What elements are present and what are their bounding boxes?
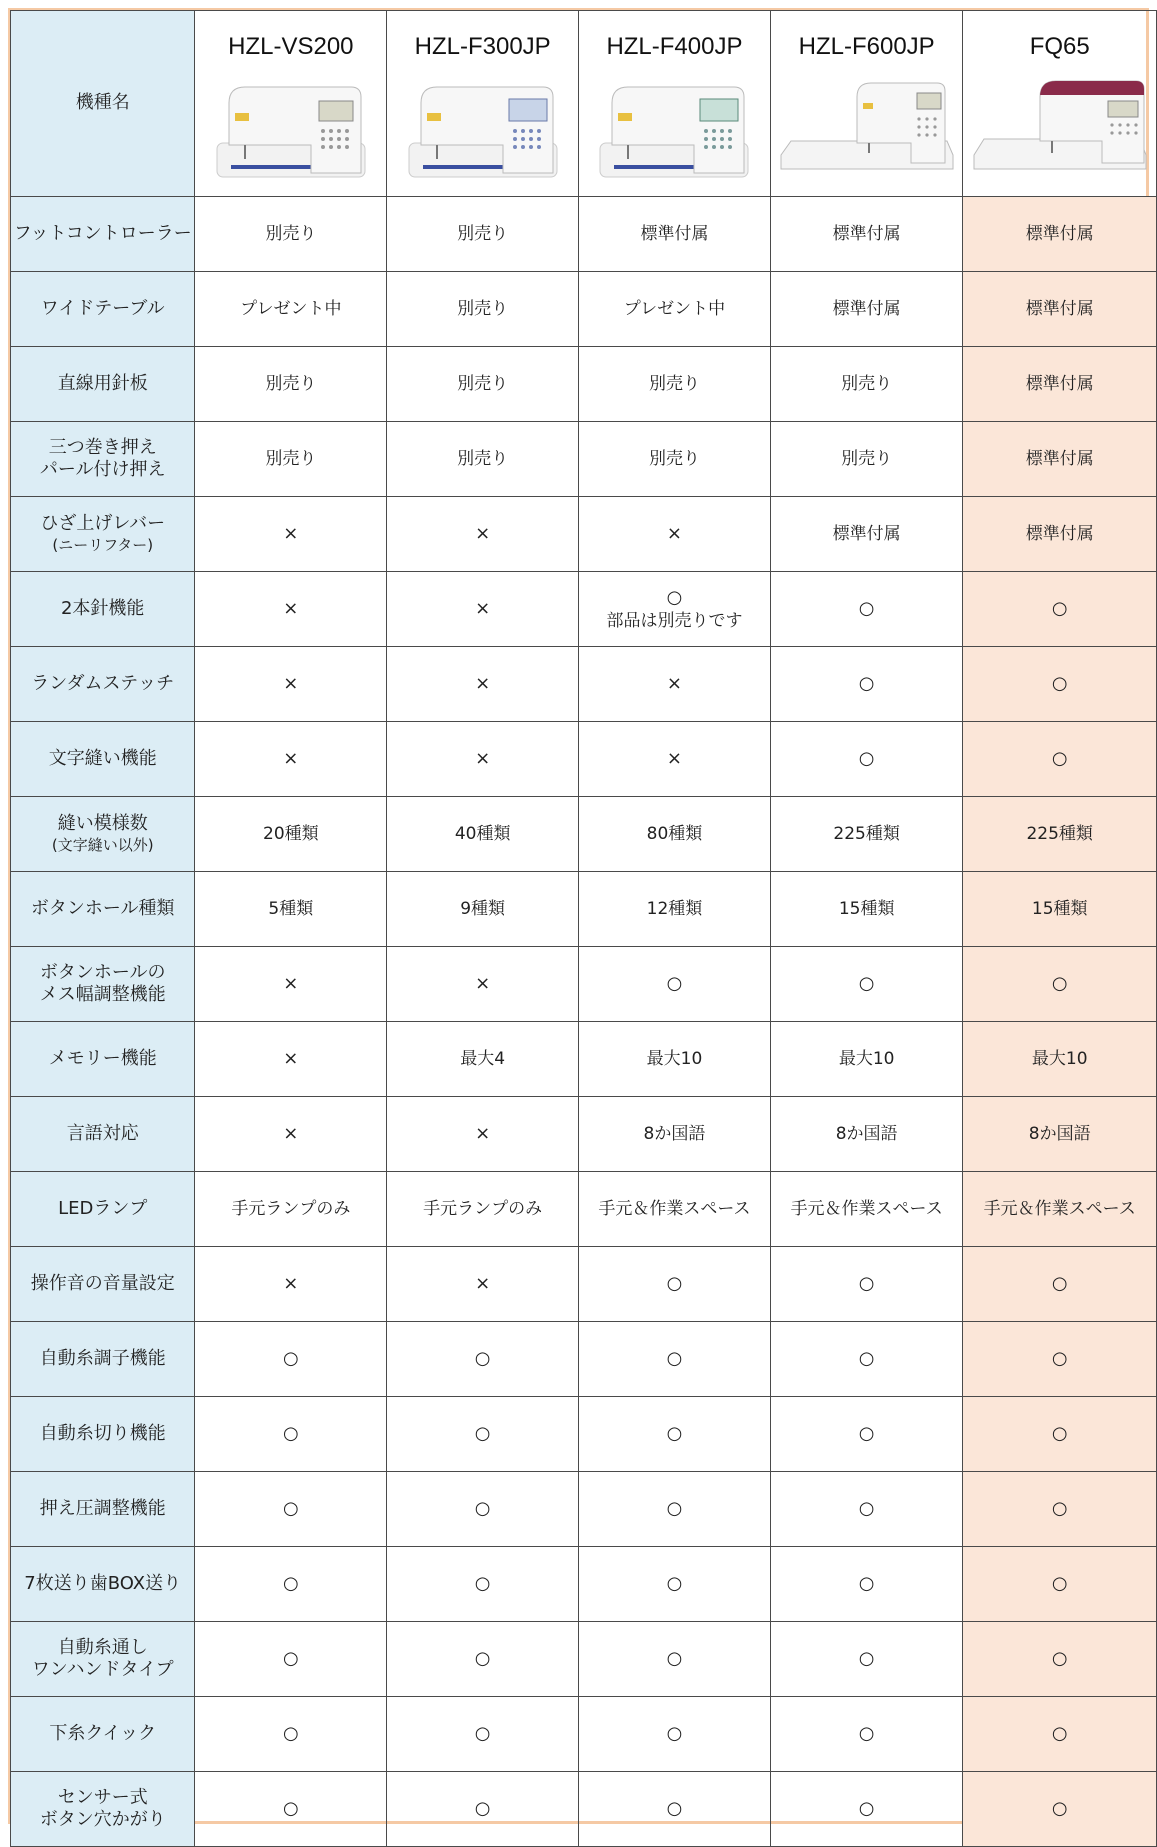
row-label-line2: パール付け押え	[39, 459, 166, 480]
cell-value: 標準付属	[963, 272, 1157, 347]
table-row	[11, 497, 1157, 572]
cell-value: ×	[387, 647, 579, 722]
row-label	[11, 422, 195, 497]
model-header	[195, 11, 387, 197]
cell-value: 225種類	[770, 797, 963, 872]
cell-value: 最大10	[770, 1022, 963, 1097]
row-label-line1: ボタンホールの	[39, 961, 166, 983]
table-row	[11, 722, 1157, 797]
cell-value: ○	[963, 1547, 1157, 1622]
table-row	[11, 1472, 1157, 1547]
header-row	[11, 11, 1157, 197]
row-label: フットコントローラー	[11, 197, 195, 272]
cell-value: 別売り	[195, 197, 387, 272]
table-row	[11, 797, 1157, 872]
table-row	[11, 947, 1157, 1022]
cell-value: 9種類	[387, 872, 579, 947]
cell-value: ×	[195, 947, 387, 1022]
cell-value	[579, 572, 771, 647]
cell-value: ○	[963, 572, 1157, 647]
cell-value: 最大4	[387, 1022, 579, 1097]
cell-value: 5種類	[195, 872, 387, 947]
cell-value: ○	[579, 1472, 771, 1547]
cell-value: 標準付属	[579, 197, 771, 272]
table-row	[11, 1247, 1157, 1322]
cell-value: ×	[579, 497, 771, 572]
cell-value: ×	[387, 497, 579, 572]
cell-value: ○	[770, 1397, 963, 1472]
row-label	[11, 1772, 195, 1847]
cell-value: 8か国語	[579, 1097, 771, 1172]
row-label: 2本針機能	[11, 572, 195, 647]
cell-value: 15種類	[770, 872, 963, 947]
cell-value: ○	[579, 1697, 771, 1772]
row-label: 自動糸切り機能	[11, 1397, 195, 1472]
sewing-machine-icon	[403, 73, 563, 183]
cell-value: ○	[387, 1322, 579, 1397]
cell-value: ○	[770, 572, 963, 647]
cell-value: 最大10	[963, 1022, 1157, 1097]
cell-value: ○	[963, 1772, 1157, 1847]
cell-value: ○	[770, 1622, 963, 1697]
table-row	[11, 272, 1157, 347]
sewing-machine-wide-table-icon	[777, 73, 957, 183]
cell-value: ○	[579, 1622, 771, 1697]
cell-value: ○	[770, 1472, 963, 1547]
cell-value: ○	[770, 1322, 963, 1397]
cell-value: ○	[963, 722, 1157, 797]
table-row	[11, 1622, 1157, 1697]
table-row	[11, 347, 1157, 422]
cell-value: ○	[387, 1547, 579, 1622]
cell-value: 標準付属	[963, 497, 1157, 572]
cell-value: ○	[579, 947, 771, 1022]
cell-value: ×	[579, 647, 771, 722]
cell-value: ○	[770, 1247, 963, 1322]
table-row	[11, 572, 1157, 647]
model-name: HZL-F400JP	[606, 32, 743, 60]
cell-value: ○	[963, 1622, 1157, 1697]
row-label: 言語対応	[11, 1097, 195, 1172]
row-label: ランダムステッチ	[11, 647, 195, 722]
cell-value: 別売り	[770, 422, 963, 497]
model-header	[579, 11, 771, 197]
cell-value: 40種類	[387, 797, 579, 872]
cell-value: ○	[963, 947, 1157, 1022]
cell-value: 8か国語	[770, 1097, 963, 1172]
sewing-machine-icon	[211, 73, 371, 183]
sewing-machine-wide-table-icon	[970, 73, 1150, 183]
cell-value: 手元＆作業スペース	[963, 1172, 1157, 1247]
model-name: HZL-F600JP	[798, 32, 935, 60]
table-row	[11, 872, 1157, 947]
row-label: 操作音の音量設定	[11, 1247, 195, 1322]
row-label	[11, 497, 195, 572]
row-sublabel: (ニーリフター)	[52, 535, 154, 554]
table-row	[11, 1022, 1157, 1097]
row-label-line2: ワンハンドタイプ	[31, 1659, 174, 1680]
model-name-label: 機種名	[11, 11, 195, 197]
model-name: HZL-VS200	[228, 32, 354, 60]
row-label: 押え圧調整機能	[11, 1472, 195, 1547]
cell-value: ○	[195, 1622, 387, 1697]
row-label: メモリー機能	[11, 1022, 195, 1097]
cell-value: ○	[770, 722, 963, 797]
cell-value: ○	[195, 1772, 387, 1847]
cell-value: ○	[195, 1322, 387, 1397]
row-sublabel: (文字縫い以外)	[51, 835, 154, 854]
model-header	[770, 11, 963, 197]
cell-value: ○	[770, 1697, 963, 1772]
cell-value: ×	[195, 1247, 387, 1322]
cell-value: ○	[963, 1472, 1157, 1547]
row-label: 自動糸調子機能	[11, 1322, 195, 1397]
cell-mark: ○	[666, 587, 683, 609]
row-label: LEDランプ	[11, 1172, 195, 1247]
cell-value: 標準付属	[963, 197, 1157, 272]
table-row	[11, 1322, 1157, 1397]
cell-value: 8か国語	[963, 1097, 1157, 1172]
cell-value: ○	[387, 1697, 579, 1772]
table-row	[11, 1397, 1157, 1472]
cell-value: ○	[387, 1772, 579, 1847]
row-label-line1: 縫い模様数	[57, 813, 148, 835]
cell-note: 部品は別売りです	[606, 610, 743, 631]
cell-value: ○	[963, 1397, 1157, 1472]
cell-value: 80種類	[579, 797, 771, 872]
row-label: ワイドテーブル	[11, 272, 195, 347]
cell-value: ○	[579, 1247, 771, 1322]
row-label: 7枚送り歯BOX送り	[11, 1547, 195, 1622]
cell-value: 手元ランプのみ	[195, 1172, 387, 1247]
row-label	[11, 797, 195, 872]
cell-value: ○	[195, 1397, 387, 1472]
cell-value: ×	[387, 1097, 579, 1172]
table-row	[11, 1547, 1157, 1622]
cell-value: ○	[387, 1397, 579, 1472]
cell-value: ×	[195, 1022, 387, 1097]
table-row	[11, 647, 1157, 722]
cell-value: ×	[387, 722, 579, 797]
cell-value: 別売り	[195, 422, 387, 497]
cell-value: ○	[963, 1247, 1157, 1322]
cell-value: 15種類	[963, 872, 1157, 947]
table-row	[11, 1097, 1157, 1172]
cell-value: プレゼント中	[579, 272, 771, 347]
row-label: 下糸クイック	[11, 1697, 195, 1772]
cell-value: ○	[770, 1547, 963, 1622]
table-row	[11, 1172, 1157, 1247]
cell-value: 別売り	[195, 347, 387, 422]
cell-value: 別売り	[770, 347, 963, 422]
cell-value: ○	[770, 947, 963, 1022]
row-label-line2: メス幅調整機能	[39, 984, 166, 1005]
cell-value: ○	[387, 1472, 579, 1547]
cell-value: 手元＆作業スペース	[579, 1172, 771, 1247]
cell-value: ×	[387, 572, 579, 647]
cell-value: 最大10	[579, 1022, 771, 1097]
row-label	[11, 1622, 195, 1697]
cell-value: ×	[579, 722, 771, 797]
cell-value: 別売り	[387, 347, 579, 422]
cell-value: 標準付属	[963, 422, 1157, 497]
cell-value: 12種類	[579, 872, 771, 947]
table-row	[11, 1772, 1157, 1847]
cell-value: ○	[770, 1772, 963, 1847]
model-name: HZL-F300JP	[414, 32, 551, 60]
cell-value: 225種類	[963, 797, 1157, 872]
cell-value: ○	[579, 1322, 771, 1397]
cell-value: ×	[195, 1097, 387, 1172]
cell-value: 標準付属	[770, 497, 963, 572]
model-name: FQ65	[1029, 32, 1090, 60]
row-label-line1: 自動糸通し	[57, 1636, 148, 1658]
cell-value: ○	[963, 1697, 1157, 1772]
cell-value: ○	[963, 647, 1157, 722]
cell-value: ×	[195, 722, 387, 797]
sewing-machine-icon	[594, 73, 754, 183]
row-label: 直線用針板	[11, 347, 195, 422]
cell-value: 標準付属	[770, 272, 963, 347]
cell-value: 別売り	[387, 197, 579, 272]
cell-value: 別売り	[579, 347, 771, 422]
cell-value: ○	[579, 1547, 771, 1622]
row-label: ボタンホール種類	[11, 872, 195, 947]
cell-value: ×	[387, 947, 579, 1022]
cell-value: 別売り	[579, 422, 771, 497]
cell-value: ○	[195, 1547, 387, 1622]
row-label-line1: センサー式	[57, 1786, 148, 1808]
row-label-line1: ひざ上げレバー	[40, 513, 166, 535]
row-label: 文字縫い機能	[11, 722, 195, 797]
cell-value: ×	[195, 497, 387, 572]
cell-value: 標準付属	[770, 197, 963, 272]
cell-value: 手元ランプのみ	[387, 1172, 579, 1247]
model-header	[963, 11, 1157, 197]
cell-value: ○	[195, 1697, 387, 1772]
cell-value: ×	[387, 1247, 579, 1322]
table-row	[11, 197, 1157, 272]
cell-value: 別売り	[387, 272, 579, 347]
cell-value: ○	[387, 1622, 579, 1697]
cell-value: ○	[579, 1397, 771, 1472]
table-row	[11, 1697, 1157, 1772]
cell-value: 標準付属	[963, 347, 1157, 422]
cell-value: ○	[579, 1772, 771, 1847]
row-label-line1: 三つ巻き押え	[48, 436, 157, 458]
table-row	[11, 422, 1157, 497]
cell-value: 手元＆作業スペース	[770, 1172, 963, 1247]
row-label	[11, 947, 195, 1022]
cell-value: ○	[770, 647, 963, 722]
cell-value: ×	[195, 647, 387, 722]
cell-value: ○	[963, 1322, 1157, 1397]
cell-value: プレゼント中	[195, 272, 387, 347]
model-header	[387, 11, 579, 197]
cell-value: 別売り	[387, 422, 579, 497]
comparison-table	[10, 10, 1157, 1847]
cell-value: ×	[195, 572, 387, 647]
row-label-line2: ボタン穴かがり	[39, 1809, 166, 1830]
cell-value: 20種類	[195, 797, 387, 872]
cell-value: ○	[195, 1472, 387, 1547]
